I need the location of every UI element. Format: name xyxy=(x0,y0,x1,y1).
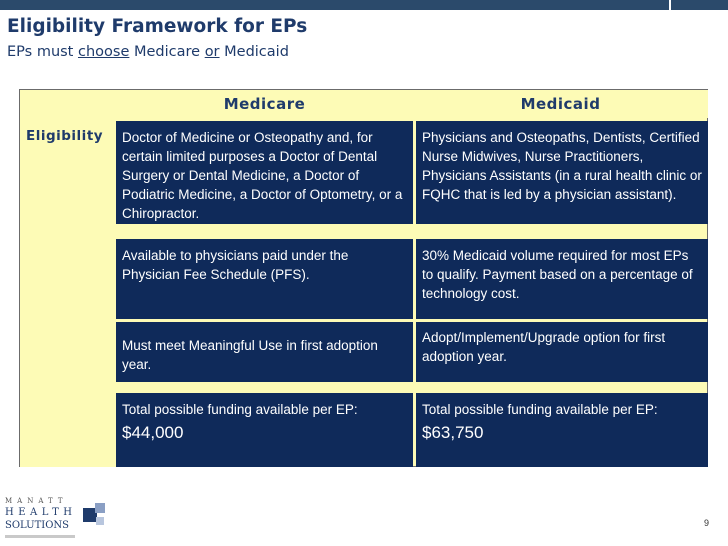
medicaid-funding-amount: $63,750 xyxy=(422,423,484,442)
logo-square-icon xyxy=(96,517,104,525)
header-blank-cell xyxy=(20,90,116,118)
medicare-cell-meaningful-use: Must meet Meaningful Use in first adoption year. xyxy=(116,322,413,382)
medicare-cell-fee-schedule: Available to physicians paid under the Physician Fee Schedule (PFS). xyxy=(116,239,413,319)
subtitle-part-1: EPs must xyxy=(7,44,78,60)
logo-line-health: HEALTH xyxy=(5,507,77,518)
company-logo xyxy=(5,497,110,543)
medicaid-cell-funding xyxy=(416,393,708,467)
medicare-cell-funding xyxy=(116,393,413,467)
subtitle-or: or xyxy=(204,44,220,60)
logo-line-manatt: MANATT xyxy=(5,497,68,505)
medicare-funding-label: Total possible funding available per EP: xyxy=(122,402,358,417)
page-number: 9 xyxy=(704,518,710,528)
medicare-cell-providers: Doctor of Medicine or Osteopathy and, for certain limited purposes a Doctor of Dental Surgery or Dental Medicine, a Doctor of Podiatric Medicine, a Doctor of Optometry, or a Chiropractor. xyxy=(116,121,413,224)
medicaid-cell-providers: Physicians and Osteopaths, Dentists, Certified Nurse Midwives, Nurse Practitioners, Physicians Assistants (in a rural health clinic or FQHC that is led by a physician assistant). xyxy=(416,121,708,224)
header-medicaid: Medicaid xyxy=(413,90,708,118)
eligibility-table xyxy=(19,89,708,467)
slide-title: Eligibility Framework for EPs xyxy=(7,16,308,37)
top-banner xyxy=(0,0,728,10)
medicare-funding-amount: $44,000 xyxy=(122,423,184,442)
banner-divider xyxy=(669,0,671,10)
subtitle-part-3: Medicaid xyxy=(219,44,289,60)
subtitle-part-2: Medicare xyxy=(129,44,205,60)
logo-line-solutions: SOLUTIONS xyxy=(5,520,69,531)
medicaid-cell-volume: 30% Medicaid volume required for most EPs to qualify. Payment based on a percentage of technology cost. xyxy=(416,239,708,319)
row-label-eligibility: Eligibility xyxy=(20,118,116,467)
medicaid-funding-label: Total possible funding available per EP: xyxy=(422,402,658,417)
medicaid-cell-adoption: Adopt/Implement/Upgrade option for first adoption year. xyxy=(416,322,708,382)
slide-subtitle xyxy=(7,44,289,60)
header-medicare: Medicare xyxy=(116,90,413,118)
subtitle-choose: choose xyxy=(77,44,130,60)
logo-fine-print xyxy=(5,535,75,538)
logo-square-icon xyxy=(95,503,105,513)
